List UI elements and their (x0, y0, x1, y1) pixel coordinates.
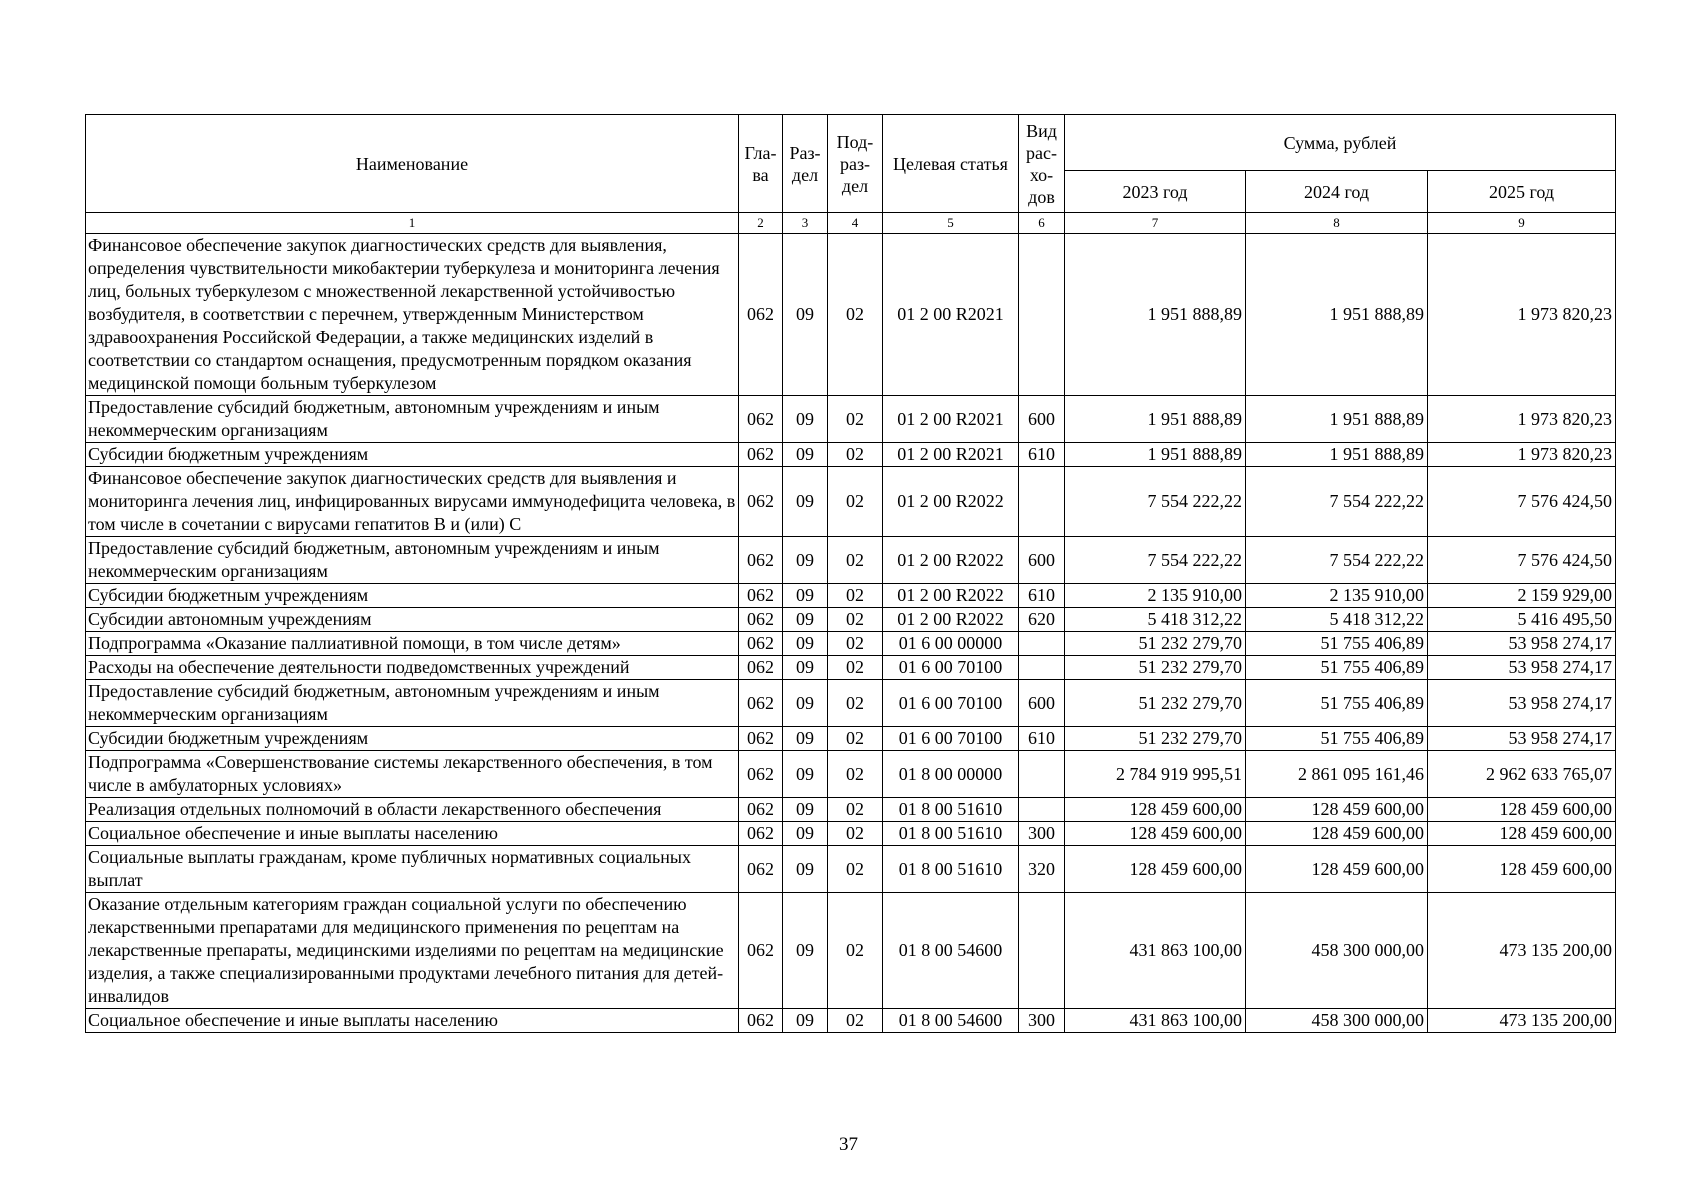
row-razdel: 09 (783, 680, 828, 727)
header-target: Целевая статья (883, 115, 1019, 213)
row-name: Оказание отдельным категориям граждан социальной услуги по обеспечению лекарственными препаратами для медицинского применения по рецептам на лекарственные препараты, медицинскими изделиями по рецептам на медицинские изделия, а также специализированными продуктами лечебного питания для детей-инвалидов (86, 893, 739, 1009)
row-glava: 062 (739, 1009, 783, 1033)
row-name: Подпрограмма «Совершенствование системы лекарственного обеспечения, в том числе в амбулаторных условиях» (86, 751, 739, 798)
row-podrazdel: 02 (828, 608, 883, 632)
row-vid (1019, 893, 1065, 1009)
table-row (86, 608, 1616, 632)
row-amount-2025: 2 159 929,00 (1428, 584, 1616, 608)
row-name: Субсидии автономным учреждениям (86, 608, 739, 632)
row-razdel: 09 (783, 751, 828, 798)
row-glava: 062 (739, 727, 783, 751)
row-razdel: 09 (783, 608, 828, 632)
row-amount-2023: 128 459 600,00 (1065, 798, 1246, 822)
table-header (86, 115, 1616, 234)
row-glava: 062 (739, 680, 783, 727)
column-number: 7 (1065, 213, 1246, 234)
row-podrazdel: 02 (828, 893, 883, 1009)
row-target: 01 2 00 R2022 (883, 537, 1019, 584)
row-amount-2025: 473 135 200,00 (1428, 893, 1616, 1009)
row-vid: 320 (1019, 846, 1065, 893)
table-row (86, 537, 1616, 584)
row-razdel: 09 (783, 846, 828, 893)
row-amount-2023: 51 232 279,70 (1065, 656, 1246, 680)
row-amount-2023: 2 784 919 995,51 (1065, 751, 1246, 798)
row-glava: 062 (739, 537, 783, 584)
row-vid: 600 (1019, 680, 1065, 727)
row-glava: 062 (739, 893, 783, 1009)
row-target: 01 2 00 R2021 (883, 396, 1019, 443)
row-amount-2025: 128 459 600,00 (1428, 822, 1616, 846)
row-amount-2024: 5 418 312,22 (1246, 608, 1428, 632)
row-glava: 062 (739, 608, 783, 632)
row-name: Финансовое обеспечение закупок диагностических средств для выявления, определения чувствительности микобактерии туберкулеза и мониторинга лечения лиц, больных туберкулезом с множественной лекарственной устойчивостью возбудителя, в соответствии с перечнем, утвержденным Министерством здравоохранения Российской Федерации, а также медицинских изделий в соответствии со стандартом оснащения, предусмотренным порядком оказания медицинской помощи больным туберкулезом (86, 234, 739, 396)
row-podrazdel: 02 (828, 632, 883, 656)
row-vid (1019, 234, 1065, 396)
row-amount-2023: 7 554 222,22 (1065, 537, 1246, 584)
row-target: 01 8 00 51610 (883, 798, 1019, 822)
row-glava: 062 (739, 396, 783, 443)
row-target: 01 8 00 54600 (883, 893, 1019, 1009)
row-vid: 300 (1019, 822, 1065, 846)
row-amount-2024: 2 135 910,00 (1246, 584, 1428, 608)
row-razdel: 09 (783, 396, 828, 443)
row-target: 01 6 00 00000 (883, 632, 1019, 656)
row-vid (1019, 798, 1065, 822)
column-number: 8 (1246, 213, 1428, 234)
budget-table (85, 114, 1616, 1033)
row-glava: 062 (739, 798, 783, 822)
row-amount-2023: 1 951 888,89 (1065, 396, 1246, 443)
row-amount-2023: 431 863 100,00 (1065, 1009, 1246, 1033)
row-name: Подпрограмма «Оказание паллиативной помощи, в том числе детям» (86, 632, 739, 656)
row-podrazdel: 02 (828, 846, 883, 893)
row-target: 01 2 00 R2022 (883, 608, 1019, 632)
row-glava: 062 (739, 656, 783, 680)
row-vid (1019, 632, 1065, 656)
row-amount-2025: 7 576 424,50 (1428, 467, 1616, 537)
row-razdel: 09 (783, 234, 828, 396)
row-amount-2024: 1 951 888,89 (1246, 234, 1428, 396)
row-razdel: 09 (783, 727, 828, 751)
row-razdel: 09 (783, 467, 828, 537)
row-amount-2024: 51 755 406,89 (1246, 680, 1428, 727)
table-row (86, 751, 1616, 798)
row-amount-2024: 2 861 095 161,46 (1246, 751, 1428, 798)
row-amount-2023: 51 232 279,70 (1065, 680, 1246, 727)
row-podrazdel: 02 (828, 443, 883, 467)
table-row (86, 680, 1616, 727)
row-target: 01 2 00 R2021 (883, 443, 1019, 467)
column-number: 9 (1428, 213, 1616, 234)
row-vid (1019, 467, 1065, 537)
row-razdel: 09 (783, 443, 828, 467)
row-razdel: 09 (783, 656, 828, 680)
column-number: 2 (739, 213, 783, 234)
table-body (86, 234, 1616, 1033)
header-podrazdel: Под-раз-дел (828, 115, 883, 213)
table-row (86, 846, 1616, 893)
row-vid: 300 (1019, 1009, 1065, 1033)
row-name: Субсидии бюджетным учреждениям (86, 443, 739, 467)
table-row (86, 632, 1616, 656)
row-glava: 062 (739, 234, 783, 396)
table-row (86, 798, 1616, 822)
column-number: 1 (86, 213, 739, 234)
row-razdel: 09 (783, 822, 828, 846)
row-glava: 062 (739, 632, 783, 656)
row-podrazdel: 02 (828, 1009, 883, 1033)
row-amount-2023: 5 418 312,22 (1065, 608, 1246, 632)
row-podrazdel: 02 (828, 751, 883, 798)
row-amount-2023: 431 863 100,00 (1065, 893, 1246, 1009)
row-amount-2025: 2 962 633 765,07 (1428, 751, 1616, 798)
row-glava: 062 (739, 822, 783, 846)
row-razdel: 09 (783, 893, 828, 1009)
row-amount-2025: 1 973 820,23 (1428, 396, 1616, 443)
row-name: Предоставление субсидий бюджетным, автономным учреждениям и иным некоммерческим организациям (86, 537, 739, 584)
row-target: 01 2 00 R2022 (883, 467, 1019, 537)
row-razdel: 09 (783, 632, 828, 656)
row-vid: 600 (1019, 537, 1065, 584)
row-amount-2023: 51 232 279,70 (1065, 727, 1246, 751)
row-amount-2024: 7 554 222,22 (1246, 537, 1428, 584)
table-row (86, 234, 1616, 396)
row-glava: 062 (739, 584, 783, 608)
column-number: 4 (828, 213, 883, 234)
row-amount-2025: 1 973 820,23 (1428, 234, 1616, 396)
row-razdel: 09 (783, 537, 828, 584)
row-target: 01 6 00 70100 (883, 680, 1019, 727)
table-row (86, 1009, 1616, 1033)
table-row (86, 467, 1616, 537)
column-number: 6 (1019, 213, 1065, 234)
header-glava: Гла-ва (739, 115, 783, 213)
table-row (86, 396, 1616, 443)
row-amount-2023: 128 459 600,00 (1065, 846, 1246, 893)
row-target: 01 8 00 51610 (883, 822, 1019, 846)
row-name: Предоставление субсидий бюджетным, автономным учреждениям и иным некоммерческим организациям (86, 680, 739, 727)
row-name: Предоставление субсидий бюджетным, автономным учреждениям и иным некоммерческим организациям (86, 396, 739, 443)
row-glava: 062 (739, 467, 783, 537)
row-amount-2024: 128 459 600,00 (1246, 798, 1428, 822)
row-podrazdel: 02 (828, 656, 883, 680)
row-razdel: 09 (783, 798, 828, 822)
row-name: Социальное обеспечение и иные выплаты населению (86, 1009, 739, 1033)
row-amount-2023: 51 232 279,70 (1065, 632, 1246, 656)
row-vid: 610 (1019, 443, 1065, 467)
row-amount-2023: 7 554 222,22 (1065, 467, 1246, 537)
row-name: Финансовое обеспечение закупок диагностических средств для выявления и мониторинга лечения лиц, инфицированных вирусами иммунодефицита человека, в том числе в сочетании с вирусами гепатитов B и (или) C (86, 467, 739, 537)
row-amount-2025: 1 973 820,23 (1428, 443, 1616, 467)
row-glava: 062 (739, 443, 783, 467)
row-target: 01 2 00 R2022 (883, 584, 1019, 608)
row-amount-2024: 1 951 888,89 (1246, 396, 1428, 443)
row-vid (1019, 656, 1065, 680)
row-amount-2025: 473 135 200,00 (1428, 1009, 1616, 1033)
row-podrazdel: 02 (828, 234, 883, 396)
row-podrazdel: 02 (828, 537, 883, 584)
row-razdel: 09 (783, 1009, 828, 1033)
row-target: 01 2 00 R2021 (883, 234, 1019, 396)
header-name: Наименование (86, 115, 739, 213)
row-amount-2024: 128 459 600,00 (1246, 822, 1428, 846)
row-amount-2025: 53 958 274,17 (1428, 656, 1616, 680)
row-amount-2025: 128 459 600,00 (1428, 798, 1616, 822)
row-amount-2023: 128 459 600,00 (1065, 822, 1246, 846)
row-amount-2024: 51 755 406,89 (1246, 632, 1428, 656)
row-amount-2023: 2 135 910,00 (1065, 584, 1246, 608)
row-amount-2024: 458 300 000,00 (1246, 1009, 1428, 1033)
row-vid: 610 (1019, 584, 1065, 608)
row-name: Социальное обеспечение и иные выплаты населению (86, 822, 739, 846)
row-amount-2023: 1 951 888,89 (1065, 443, 1246, 467)
row-podrazdel: 02 (828, 584, 883, 608)
header-year-2023: 2023 год (1065, 171, 1246, 213)
row-target: 01 6 00 70100 (883, 727, 1019, 751)
header-sum: Сумма, рублей (1065, 115, 1616, 171)
row-podrazdel: 02 (828, 680, 883, 727)
row-name: Субсидии бюджетным учреждениям (86, 727, 739, 751)
row-podrazdel: 02 (828, 467, 883, 537)
table-row (86, 727, 1616, 751)
table-row (86, 822, 1616, 846)
row-amount-2025: 53 958 274,17 (1428, 727, 1616, 751)
row-razdel: 09 (783, 584, 828, 608)
row-target: 01 8 00 54600 (883, 1009, 1019, 1033)
column-number: 3 (783, 213, 828, 234)
row-podrazdel: 02 (828, 727, 883, 751)
row-vid: 600 (1019, 396, 1065, 443)
row-target: 01 6 00 70100 (883, 656, 1019, 680)
row-podrazdel: 02 (828, 396, 883, 443)
row-amount-2024: 128 459 600,00 (1246, 846, 1428, 893)
header-year-2025: 2025 год (1428, 171, 1616, 213)
row-target: 01 8 00 51610 (883, 846, 1019, 893)
table-row (86, 893, 1616, 1009)
row-name: Реализация отдельных полномочий в области лекарственного обеспечения (86, 798, 739, 822)
row-amount-2023: 1 951 888,89 (1065, 234, 1246, 396)
row-vid (1019, 751, 1065, 798)
column-number-row (86, 213, 1616, 234)
table-row (86, 584, 1616, 608)
row-amount-2024: 1 951 888,89 (1246, 443, 1428, 467)
row-target: 01 8 00 00000 (883, 751, 1019, 798)
page-number: 37 (839, 1134, 858, 1155)
header-vid: Вид рас-хо-дов (1019, 115, 1065, 213)
column-number: 5 (883, 213, 1019, 234)
row-name: Расходы на обеспечение деятельности подведомственных учреждений (86, 656, 739, 680)
table-row (86, 443, 1616, 467)
row-amount-2024: 7 554 222,22 (1246, 467, 1428, 537)
row-podrazdel: 02 (828, 822, 883, 846)
row-glava: 062 (739, 846, 783, 893)
row-name: Социальные выплаты гражданам, кроме публичных нормативных социальных выплат (86, 846, 739, 893)
row-vid: 620 (1019, 608, 1065, 632)
row-amount-2024: 458 300 000,00 (1246, 893, 1428, 1009)
row-amount-2025: 53 958 274,17 (1428, 680, 1616, 727)
row-podrazdel: 02 (828, 798, 883, 822)
row-amount-2025: 128 459 600,00 (1428, 846, 1616, 893)
row-amount-2025: 5 416 495,50 (1428, 608, 1616, 632)
row-name: Субсидии бюджетным учреждениям (86, 584, 739, 608)
row-amount-2024: 51 755 406,89 (1246, 656, 1428, 680)
row-glava: 062 (739, 751, 783, 798)
header-year-2024: 2024 год (1246, 171, 1428, 213)
row-amount-2025: 53 958 274,17 (1428, 632, 1616, 656)
row-amount-2025: 7 576 424,50 (1428, 537, 1616, 584)
header-razdel: Раз-дел (783, 115, 828, 213)
row-amount-2024: 51 755 406,89 (1246, 727, 1428, 751)
table-row (86, 656, 1616, 680)
row-vid: 610 (1019, 727, 1065, 751)
